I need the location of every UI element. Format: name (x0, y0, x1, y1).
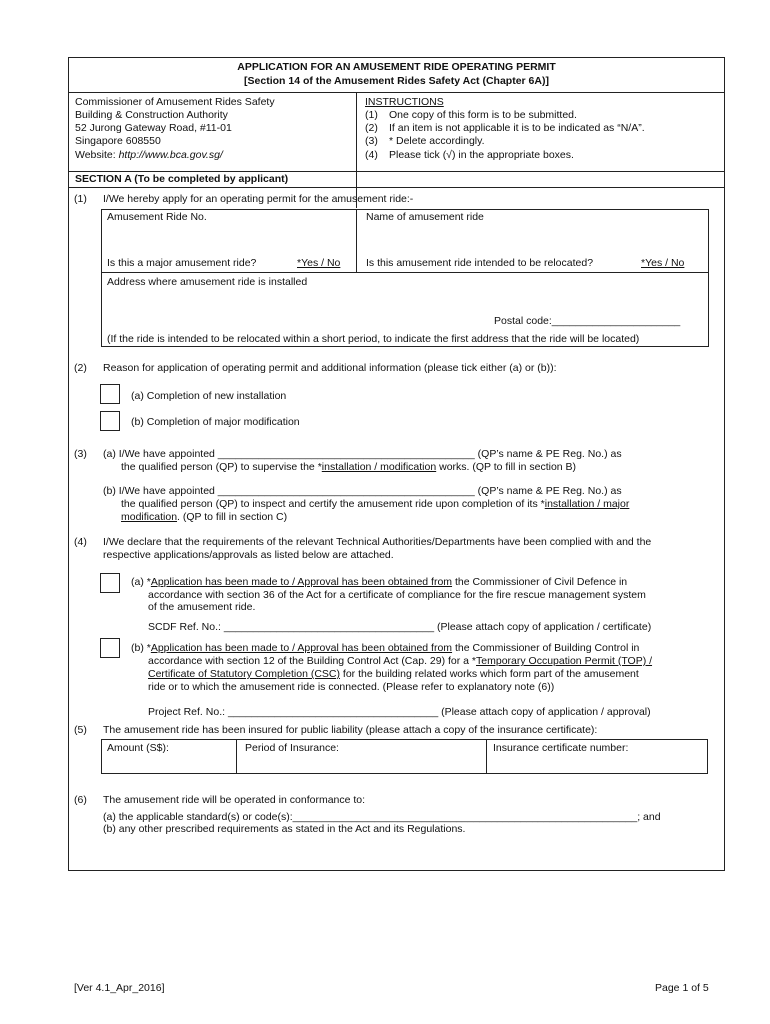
q4b-option[interactable]: Application has been made to / Approval has been obtained from (150, 642, 453, 654)
q6-text: The amusement ride will be operated in conformance to: (103, 794, 366, 806)
q4b-line1 (131, 642, 639, 655)
form-header (69, 58, 724, 93)
form-title: APPLICATION FOR AN AMUSEMENT RIDE OPERATING PERMIT (237, 61, 556, 73)
q1-number: (1) (74, 193, 87, 205)
address-block (69, 93, 357, 208)
instruction-num: (3) (365, 135, 378, 148)
address-line: Building & Construction Authority (75, 109, 228, 122)
q3a-line[interactable]: (a) I/We have appointed ____________________________________________ (QP’s name & PE Reg. No.) as (103, 448, 622, 460)
q4b-text: (b) * (131, 642, 151, 654)
standards-field[interactable]: (a) the applicable standard(s) or code(s):___________________________________________________________; and (103, 811, 661, 823)
section-a-heading: SECTION A (To be completed by applicant) (69, 171, 724, 188)
q4a-line3: of the amusement ride. (148, 601, 256, 613)
instruction-item (365, 109, 726, 122)
page-number: Page 1 of 5 (655, 982, 709, 994)
q3b-option[interactable]: modification (121, 511, 178, 523)
ride-no-label: Amusement Ride No. (107, 211, 207, 223)
q4b-text: for the building related works which form part of the amusement (339, 668, 639, 680)
address-line: Singapore 608550 (75, 135, 161, 148)
q5-number: (5) (74, 724, 87, 736)
table-divider (236, 739, 237, 774)
insurance-amount-label: Amount (S$): (107, 742, 169, 754)
scdf-ref-field[interactable]: SCDF Ref. No.: ____________________________________ (Please attach copy of application / certificate) (148, 621, 652, 633)
q3b-text: . (QP to fill in section C) (177, 511, 288, 523)
project-ref-field[interactable]: Project Ref. No.: ____________________________________ (Please attach copy of application / approval) (148, 706, 651, 718)
table-divider (101, 272, 709, 273)
insurance-period-label: Period of Insurance: (245, 742, 339, 754)
version-label: [Ver 4.1_Apr_2016] (74, 982, 165, 994)
install-address-label: Address where amusement ride is installed (107, 276, 308, 288)
major-modification-checkbox[interactable] (100, 411, 120, 431)
relocation-note: (If the ride is intended to be relocated within a short period, to indicate the first address that the ride will be located) (107, 333, 640, 345)
q4a-text: the Commissioner of Civil Defence in (452, 576, 628, 588)
table-divider (356, 209, 357, 272)
option-a-label: (a) Completion of new installation (131, 390, 287, 402)
major-ride-question: Is this a major amusement ride? (107, 257, 257, 269)
instruction-text: If an item is not applicable it is to be indicated as “N/A”. (389, 122, 645, 135)
q4b-line3 (148, 668, 639, 681)
new-installation-checkbox[interactable] (100, 384, 120, 404)
option-b-label: (b) Completion of major modification (131, 416, 300, 428)
instruction-num: (2) (365, 122, 378, 135)
q3-number: (3) (74, 448, 87, 460)
instructions-title: INSTRUCTIONS (365, 96, 444, 108)
civil-defence-checkbox[interactable] (100, 573, 120, 593)
q4b-option[interactable]: Temporary Occupation Permit (TOP) / (476, 655, 653, 667)
instruction-text: One copy of this form is to be submitted. (389, 109, 577, 122)
q4-line: respective applications/approvals as listed below are attached. (103, 549, 394, 561)
q6-number: (6) (74, 794, 87, 806)
q2-number: (2) (74, 362, 87, 374)
q3a-option[interactable]: installation / modification (321, 461, 437, 473)
major-ride-yes-no[interactable]: *Yes / No (297, 257, 341, 269)
q4b-text: accordance with section 12 of the Building Control Act (Cap. 29) for a * (148, 655, 477, 667)
q4-number: (4) (74, 536, 87, 548)
instruction-num: (1) (365, 109, 378, 122)
q3b-line3 (121, 511, 287, 524)
q4b-option[interactable]: Certificate of Statutory Completion (CSC) (148, 668, 340, 680)
relocate-question: Is this amusement ride intended to be relocated? (366, 257, 594, 269)
website-line (75, 149, 356, 162)
instruction-text: * Delete accordingly. (389, 135, 485, 148)
building-control-checkbox[interactable] (100, 638, 120, 658)
q4b-line4: ride or to which the amusement ride is connected. (Please refer to explanatory note (6)) (148, 681, 555, 693)
q4a-line2: accordance with section 36 of the Act for a certificate of compliance for the fire rescue management system (148, 589, 646, 601)
address-line: Commissioner of Amusement Rides Safety (75, 96, 275, 108)
q4b-line2 (148, 655, 652, 668)
instruction-text: Please tick (√) in the appropriate boxes. (389, 148, 574, 161)
website-label: Website: (75, 148, 119, 161)
table-divider (486, 739, 487, 774)
form-subtitle: [Section 14 of the Amusement Rides Safety Act (Chapter 6A)] (244, 74, 549, 87)
address-line: 52 Jurong Gateway Road, #11-01 (75, 122, 232, 135)
q6b-text: (b) any other prescribed requirements as stated in the Act and its Regulations. (103, 823, 466, 835)
relocate-yes-no[interactable]: *Yes / No (641, 257, 685, 269)
q5-text: The amusement ride has been insured for public liability (please attach a copy of the insurance certificate): (103, 724, 598, 736)
instruction-item (365, 122, 726, 135)
q3b-line[interactable]: (b) I/We have appointed ____________________________________________ (QP’s name & PE Reg. No.) as (103, 485, 622, 497)
instruction-item (365, 135, 726, 148)
q3b-option[interactable]: installation / major (544, 498, 630, 510)
q3a-text: the qualified person (QP) to supervise the * (121, 461, 322, 473)
q4a-option[interactable]: Application has been made to / Approval has been obtained from (150, 576, 453, 588)
q3b-text: the qualified person (QP) to inspect and certify the amusement ride upon completion of its * (121, 498, 545, 510)
q4-line: I/We declare that the requirements of the relevant Technical Authorities/Departments have been complied with and the (103, 536, 652, 548)
q3a-line2 (121, 461, 576, 474)
q1-text: I/We hereby apply for an operating permit for the amusement ride:- (103, 193, 414, 205)
website-link[interactable]: http://www.bca.gov.sg/ (118, 148, 223, 161)
instruction-item (365, 149, 726, 162)
instructions-block (357, 93, 726, 162)
q4a-line1 (131, 576, 627, 589)
q4b-text: the Commissioner of Building Control in (452, 642, 640, 654)
postal-code-field[interactable]: Postal code:______________________ (494, 315, 681, 327)
q3a-text: works. (QP to fill in section B) (436, 461, 577, 473)
q4a-text: (a) * (131, 576, 151, 588)
ride-name-label: Name of amusement ride (366, 211, 484, 223)
q2-text: Reason for application of operating permit and additional information (please tick either (a) or (b)): (103, 362, 557, 374)
instruction-num: (4) (365, 148, 378, 161)
q3b-line2 (121, 498, 629, 511)
insurance-cert-label: Insurance certificate number: (493, 742, 629, 754)
